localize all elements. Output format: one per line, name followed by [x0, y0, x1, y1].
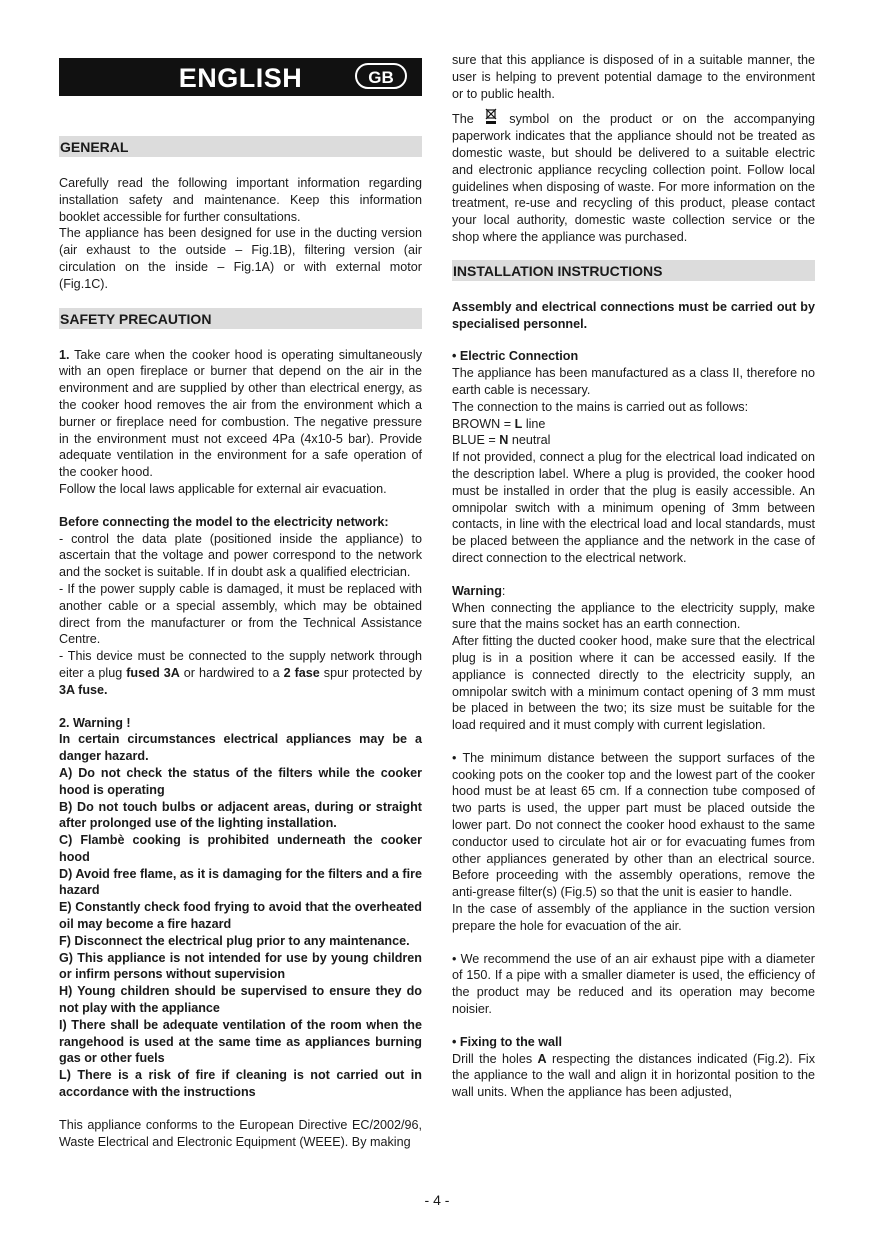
blue-suffix: neutral [508, 433, 551, 448]
fixing-heading: • Fixing to the wall [452, 1034, 563, 1049]
brown-label: BROWN = [452, 416, 515, 431]
general-heading: GENERAL [59, 136, 422, 157]
language-title: ENGLISH [178, 63, 303, 93]
minimum-distance-paragraph: • The minimum distance between the support surfaces of the cooking pots on the cooker top and the lowest part of the cooker hood must be at least 65 cm. If a connection tube composed of two parts is used, the upper part must be placed outside the lower part. Do not connect the cooker hood exhaust to the same conductor used to circulate hot air or for evacuating fumes from other appliances generated by other than an electrical source. Before proceeding with the assembly operations, remove the anti-grease filter(s) (Fig.5) so that the unit is easier to handle. [452, 750, 815, 900]
warning-item-l: L) There is a risk of fire if cleaning is not carried out in accordance with the instructions [59, 1068, 422, 1100]
electric-connection-heading: • Electric Connection [452, 349, 579, 364]
safety-item-1-number: 1. [59, 347, 70, 362]
electric-connection-2: The connection to the mains is carried out as follows: [452, 399, 749, 414]
exhaust-pipe-paragraph: • We recommend the use of an air exhaust pipe with a diameter of 150. If a pipe with a smaller diameter is used, the efficiency of the product may be reduced and its operation may become noisier. [452, 951, 815, 1017]
install-warning-label [452, 583, 815, 600]
warning-item-b: B) Do not touch bulbs or adjacent areas, during or straight after prolonged use of the lighting installation. [59, 799, 422, 831]
safety-item-1-text: Take care when the cooker hood is operating simultaneously with an open fireplace or burner that depend on the air in the environment and are supplied by other than electrical energy, as the cooker hood removes the air from the environment which a burner or fireplace need for combustion. The negative pressure in the environment must not exceed 4Pa (4x10-5 bar). Provide adequate ventilation in the environment for a safe operation of the cooker hood. [59, 347, 422, 480]
safety-item-1 [59, 347, 422, 481]
install-warning-1: When connecting the appliance to the electricity supply, make sure that the mains socket has an earth connection. [452, 600, 815, 632]
fixing-paragraph [452, 1051, 815, 1101]
fixing-text-a: Drill the holes [452, 1051, 538, 1066]
weee-continued: sure that this appliance is disposed of in a suitable manner, the user is helping to prevent potential damage to the environment or to public health. [452, 53, 815, 101]
before-3-fused: fused 3A [126, 665, 180, 680]
brown-suffix: line [522, 416, 546, 431]
warning-item-g: G) This appliance is not intended for use by young children or infirm persons without supervision [59, 950, 422, 982]
before-3-text-b: or hardwired to a [179, 665, 284, 680]
warning-item-a: A) Do not check the status of the filters while the cooker hood is operating [59, 765, 422, 797]
warning-item-i: I) There shall be adequate ventilation of the room when the rangehood is used at the same time as appliances burning gas or other fuels [59, 1017, 422, 1066]
before-3-fase: 2 fase [283, 665, 320, 680]
crossed-bin-icon [485, 108, 497, 124]
weee-symbol-paragraph [452, 108, 815, 245]
warning-item-f: F) Disconnect the electrical plug prior to any maintenance. [59, 933, 410, 948]
blue-line [452, 432, 815, 449]
before-connecting-3 [59, 648, 422, 698]
page-number: - 4 - [424, 1192, 450, 1208]
before-3-text-a: - This device must be connected to the supply network through eiter a plug [59, 649, 422, 680]
before-3-fuse: 3A fuse. [59, 682, 108, 697]
blue-n: N [499, 433, 509, 448]
warning-colon: : [501, 583, 506, 598]
weee-paragraph: This appliance conforms to the European Directive EC/2002/96, Waste Electrical and Electronic Equipment (WEEE). By making [59, 1117, 422, 1149]
general-paragraph-2: The appliance has been designed for use in the ducting version (air exhaust to the outside – Fig.1B), filtering version (air circulation on the inside – Fig.1A) or with external motor (Fig.1C). [59, 226, 422, 291]
left-column [59, 52, 422, 1150]
fixing-hole-a: A [537, 1051, 547, 1066]
warning-item-d: D) Avoid free flame, as it is damaging for the filters and a fire hazard [59, 866, 422, 898]
general-paragraph-1: Carefully read the following important information regarding installation safety and maintenance. Keep this information booklet accessible for further consultations. [59, 176, 422, 224]
before-connecting-1: - control the data plate (positioned inside the appliance) to ascertain that the voltage and power correspond to the network and the socket is suitable. If in doubt ask a qualified electrician. [59, 531, 422, 580]
electric-connection-3: If not provided, connect a plug for the electrical load indicated on the description label. Where a plug is provided, the cooker hood must be installed in order that the plug is easily accessible. An omnipolar switch with a minimum opening of 3mm between contacts, in line with the electrical load and local standards, must be placed between the appliance and the network in the case of direct connection to the electrical network. [452, 450, 815, 565]
language-banner [59, 58, 422, 96]
install-warning-2: After fitting the ducted cooker hood, make sure that the electrical plug is in a position where it can be accessed easily. If the appliance is connected directly to the electricity supply, an omnipolar switch with a minimum contact opening of 3 mm must be placed in between the two; its size must be suitable for the load required and it must comply with current legislation. [452, 634, 815, 733]
installation-heading: INSTALLATION INSTRUCTIONS [452, 260, 815, 281]
warning-label-text: Warning [452, 583, 502, 598]
warning-item-h: H) Young children should be supervised to ensure they do not play with the appliance [59, 984, 422, 1016]
fixing-text-b: respecting the distances indicated (Fig.2). Fix the appliance to the wall and align it in horizontal position to the wall units. When the appliance has been adjusted, [452, 1051, 815, 1100]
before-connecting-heading: Before connecting the model to the electricity network: [59, 514, 389, 529]
blue-label: BLUE = [452, 433, 500, 448]
brown-l: L [514, 416, 523, 431]
before-connecting-2: - If the power supply cable is damaged, it must be replaced with another cable or a special assembly, which may be obtained direct from the manufacturer or from the Technical Assistance Centre. [59, 581, 422, 647]
before-3-text-c: spur protected by [319, 665, 422, 680]
right-column [452, 52, 815, 1101]
suction-version-paragraph: In the case of assembly of the appliance in the suction version prepare the hole for evacuation of the air. [452, 902, 815, 933]
warning-list [59, 715, 422, 1101]
brown-line [452, 416, 815, 433]
safety-follow-laws: Follow the local laws applicable for external air evacuation. [59, 481, 387, 496]
symbol-pre-text: The [452, 112, 474, 127]
assembly-note: Assembly and electrical connections must be carried out by specialised personnel. [452, 299, 815, 331]
warning-item-e: E) Constantly check food frying to avoid that the overheated oil may become a fire hazard [59, 900, 422, 932]
warning-title: 2. Warning ! [59, 715, 131, 730]
symbol-post-text: symbol on the product or on the accompanying paperwork indicates that the appliance should not be treated as domestic waste, but should be delivered to a suitable electric and electronic appliance recycling collection point. Follow local guidelines when disposing of waste. For more information on the treatment, re-use and recycling of this product, please contact your local authority, domestic waste collection service or the shop where the appliance was purchased. [452, 112, 816, 244]
safety-heading: SAFETY PRECAUTION [59, 308, 422, 329]
warning-intro: In certain circumstances electrical appliances may be a danger hazard. [59, 732, 422, 764]
electric-connection-1: The appliance has been manufactured as a class II, therefore no earth cable is necessary. [452, 366, 815, 397]
warning-item-c: C) Flambè cooking is prohibited underneath the cooker hood [59, 833, 422, 864]
country-badge: GB [355, 63, 407, 89]
